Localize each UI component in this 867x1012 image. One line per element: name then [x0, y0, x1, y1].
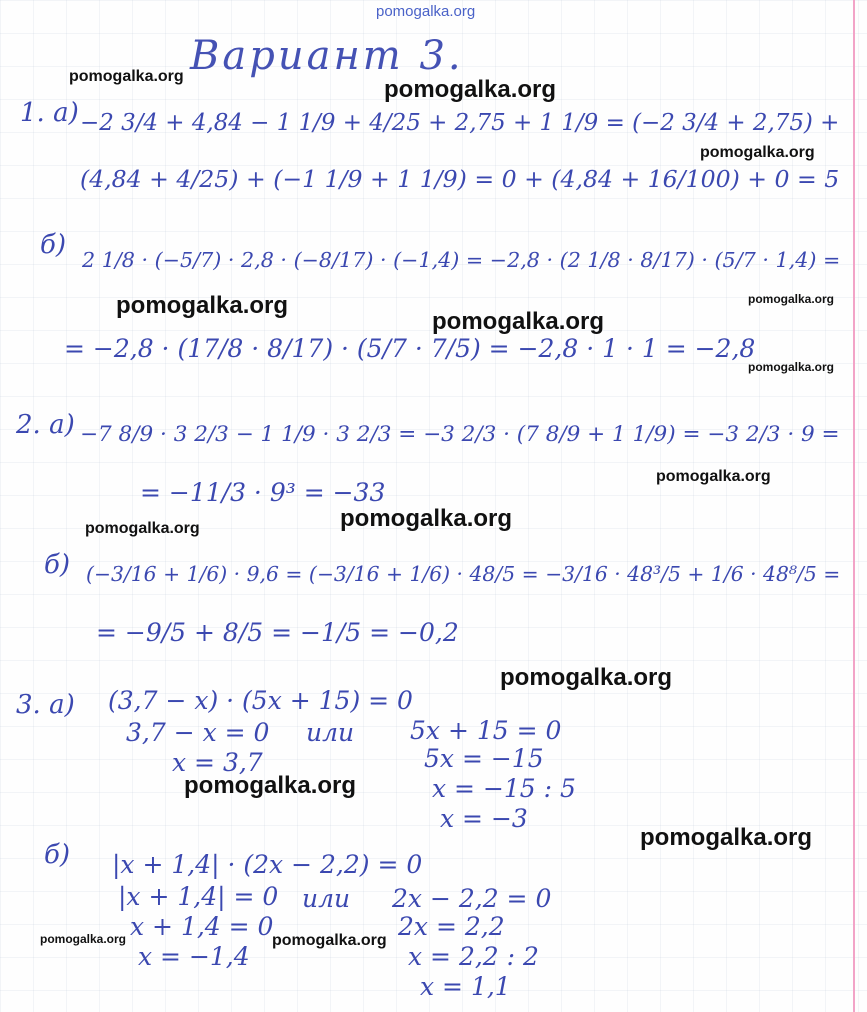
task3-right1: 5x + 15 = 0 [410, 716, 562, 745]
task3-left2: x = 3,7 [172, 748, 263, 777]
watermark: pomogalka.org [748, 292, 835, 306]
task3-left1: 3,7 − x = 0 [126, 718, 270, 747]
task3b-label: б) [44, 840, 71, 870]
watermark: pomogalka.org [40, 932, 127, 946]
task3-or: или [306, 718, 355, 747]
watermark: pomogalka.org [116, 292, 289, 319]
watermark: pomogalka.org [656, 468, 771, 485]
task3b-right1: 2x − 2,2 = 0 [392, 884, 552, 913]
task1-line2: (4,84 + 4/25) + (−1 1/9 + 1 1/9) = 0 + (4,84 + 16/100) + 0 = 5 [80, 165, 840, 193]
task2b-label: б) [44, 550, 71, 580]
task2b-line1: (−3/16 + 1/6) · 9,6 = (−3/16 + 1/6) · 48/5 = −3/16 · 48³/5 + 1/6 · 48⁸/5 = [86, 562, 841, 586]
watermark: pomogalka.org [748, 360, 835, 374]
task2-label: 2. а) [16, 410, 75, 440]
task3b-left2: x + 1,4 = 0 [130, 912, 274, 941]
task2-line2: = −11/3 · 9³ = −33 [140, 478, 386, 507]
watermark-top: pomogalka.org [376, 3, 476, 20]
task1b-label: б) [40, 230, 67, 260]
task3-label: 3. а) [16, 690, 75, 720]
watermark: pomogalka.org [340, 505, 513, 532]
task3b-equation: |x + 1,4| · (2x − 2,2) = 0 [112, 850, 423, 879]
task3b-right3: x = 2,2 : 2 [408, 942, 539, 971]
task3b-left3: x = −1,4 [138, 942, 250, 971]
task3b-right4: x = 1,1 [420, 972, 511, 1001]
task3-right4: x = −3 [440, 804, 528, 833]
task3b-right2: 2x = 2,2 [398, 912, 505, 941]
margin-line [853, 0, 855, 1012]
task3-equation: (3,7 − x) · (5x + 15) = 0 [108, 686, 413, 715]
task3b-or: или [302, 884, 351, 913]
task1b-line2: = −2,8 · (17/8 · 8/17) · (5/7 · 7/5) = −2,8 · 1 · 1 = −2,8 [64, 334, 756, 363]
page-title: Вариант 3. [190, 33, 464, 79]
watermark: pomogalka.org [432, 308, 605, 335]
task2-line1: −7 8/9 · 3 2/3 − 1 1/9 · 3 2/3 = −3 2/3 · (7 8/9 + 1 1/9) = −3 2/3 · 9 = [80, 422, 840, 447]
task3-right2: 5x = −15 [424, 744, 544, 773]
task1-label: 1. а) [20, 98, 79, 128]
watermark: pomogalka.org [69, 68, 184, 85]
watermark: pomogalka.org [700, 144, 815, 161]
watermark: pomogalka.org [85, 520, 200, 537]
watermark: pomogalka.org [640, 824, 813, 851]
task3-right3: x = −15 : 5 [432, 774, 576, 803]
watermark: pomogalka.org [184, 772, 357, 799]
watermark: pomogalka.org [272, 932, 387, 949]
task2b-line2: = −9/5 + 8/5 = −1/5 = −0,2 [96, 618, 459, 647]
watermark: pomogalka.org [500, 664, 673, 691]
task1-line1: −2 3/4 + 4,84 − 1 1/9 + 4/25 + 2,75 + 1 1/9 = (−2 3/4 + 2,75) + [80, 110, 840, 136]
task1b-line1: 2 1/8 · (−5/7) · 2,8 · (−8/17) · (−1,4) = −2,8 · (2 1/8 · 8/17) · (5/7 · 1,4) = [82, 248, 841, 272]
watermark: pomogalka.org [384, 76, 557, 103]
task3b-left1: |x + 1,4| = 0 [118, 882, 279, 911]
